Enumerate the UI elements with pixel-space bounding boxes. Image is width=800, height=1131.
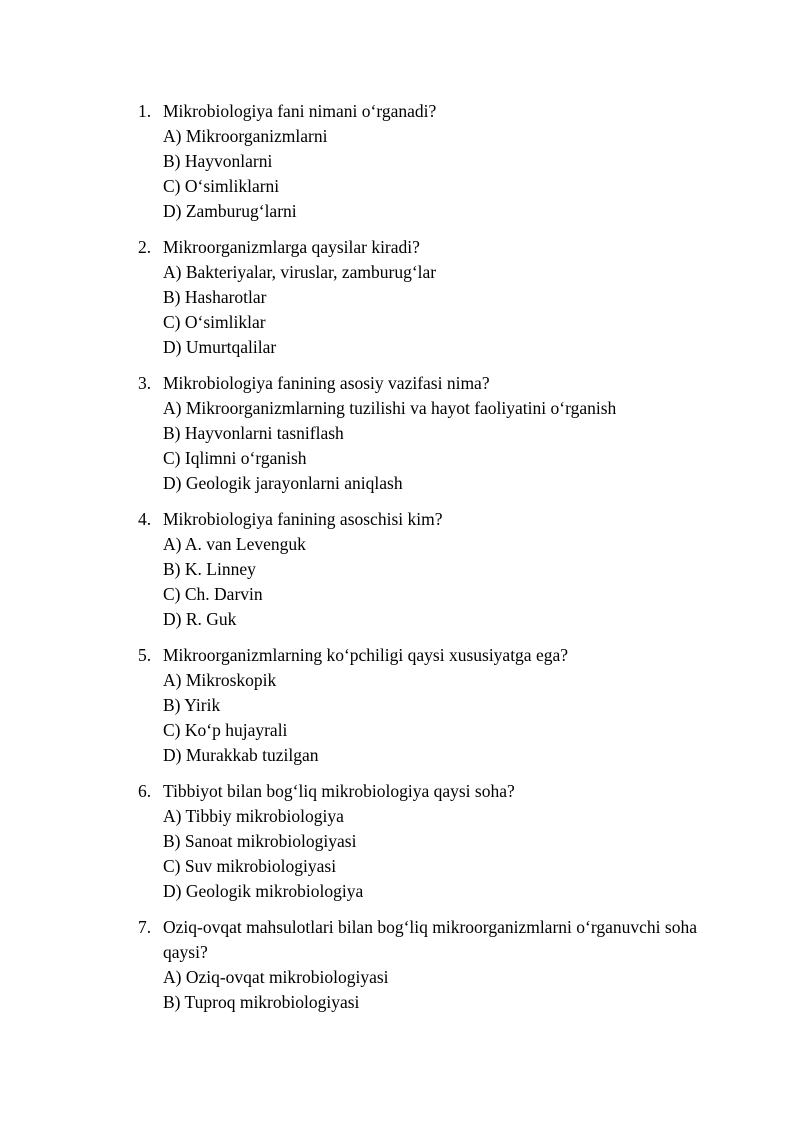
question-text: Mikrobiologiya fanining asosiy vazifasi nima? — [163, 373, 490, 393]
question-body — [163, 99, 741, 224]
answer-option: B) Hayvonlarni tasniflash — [163, 423, 344, 443]
question-text: Tibbiyot bilan bog‘liq mikrobiologiya qaysi soha? — [163, 781, 515, 801]
answer-option: B) Tuproq mikrobiologiyasi — [163, 992, 360, 1012]
answer-option: C) O‘simliklarni — [163, 176, 280, 196]
answer-option: B) K. Linney — [163, 559, 256, 579]
question-number: 3. — [138, 373, 152, 393]
question-number: 7. — [138, 917, 152, 937]
answer-option: D) Murakkab tuzilgan — [163, 745, 319, 765]
question-number: 4. — [138, 509, 152, 529]
answer-option: C) Ko‘p hujayrali — [163, 720, 288, 740]
answer-option: D) Umurtqalilar — [163, 337, 277, 357]
answer-option: A) Mikroorganizmlarning tuzilishi va hayot faoliyatini o‘rganish — [163, 398, 617, 418]
question-text: Mikrobiologiya fanining asoschisi kim? — [163, 509, 443, 529]
question-text: Oziq-ovqat mahsulotlari bilan bog‘liq mikroorganizmlarni o‘rganuvchi soha qaysi? — [163, 917, 697, 962]
question-body — [163, 235, 741, 360]
question-text: Mikrobiologiya fani nimani o‘rganadi? — [163, 101, 437, 121]
answer-option: C) Ch. Darvin — [163, 584, 263, 604]
question-list — [138, 99, 741, 1026]
answer-option: D) R. Guk — [163, 609, 237, 629]
question-number: 5. — [138, 645, 152, 665]
answer-option: D) Zamburug‘larni — [163, 201, 297, 221]
question-item — [138, 235, 741, 360]
answer-option: A) A. van Levenguk — [163, 534, 306, 554]
answer-option: B) Yirik — [163, 695, 221, 715]
question-body — [163, 507, 741, 632]
answer-option: C) Iqlimni o‘rganish — [163, 448, 307, 468]
answer-option: A) Mikroskopik — [163, 670, 277, 690]
answer-option: D) Geologik jarayonlarni aniqlash — [163, 473, 403, 493]
answer-option: D) Geologik mikrobiologiya — [163, 881, 364, 901]
question-item — [138, 507, 741, 632]
question-item — [138, 779, 741, 904]
question-body — [163, 371, 741, 496]
question-number: 1. — [138, 101, 152, 121]
question-item — [138, 643, 741, 768]
question-item — [138, 99, 741, 224]
question-body — [163, 643, 741, 768]
question-number: 6. — [138, 781, 152, 801]
question-item — [138, 915, 741, 1015]
answer-option: A) Oziq-ovqat mikrobiologiyasi — [163, 967, 389, 987]
answer-option: B) Hasharotlar — [163, 287, 267, 307]
question-body — [163, 779, 741, 904]
answer-option: A) Bakteriyalar, viruslar, zamburug‘lar — [163, 262, 437, 282]
question-text: Mikroorganizmlarga qaysilar kiradi? — [163, 237, 420, 257]
question-number: 2. — [138, 237, 152, 257]
answer-option: A) Mikroorganizmlarni — [163, 126, 328, 146]
answer-option: B) Hayvonlarni — [163, 151, 273, 171]
answer-option: C) Suv mikrobiologiyasi — [163, 856, 337, 876]
question-text: Mikroorganizmlarning ko‘pchiligi qaysi xususiyatga ega? — [163, 645, 569, 665]
answer-option: A) Tibbiy mikrobiologiya — [163, 806, 344, 826]
question-item — [138, 371, 741, 496]
question-body — [163, 915, 741, 1015]
answer-option: B) Sanoat mikrobiologiyasi — [163, 831, 357, 851]
answer-option: C) O‘simliklar — [163, 312, 266, 332]
